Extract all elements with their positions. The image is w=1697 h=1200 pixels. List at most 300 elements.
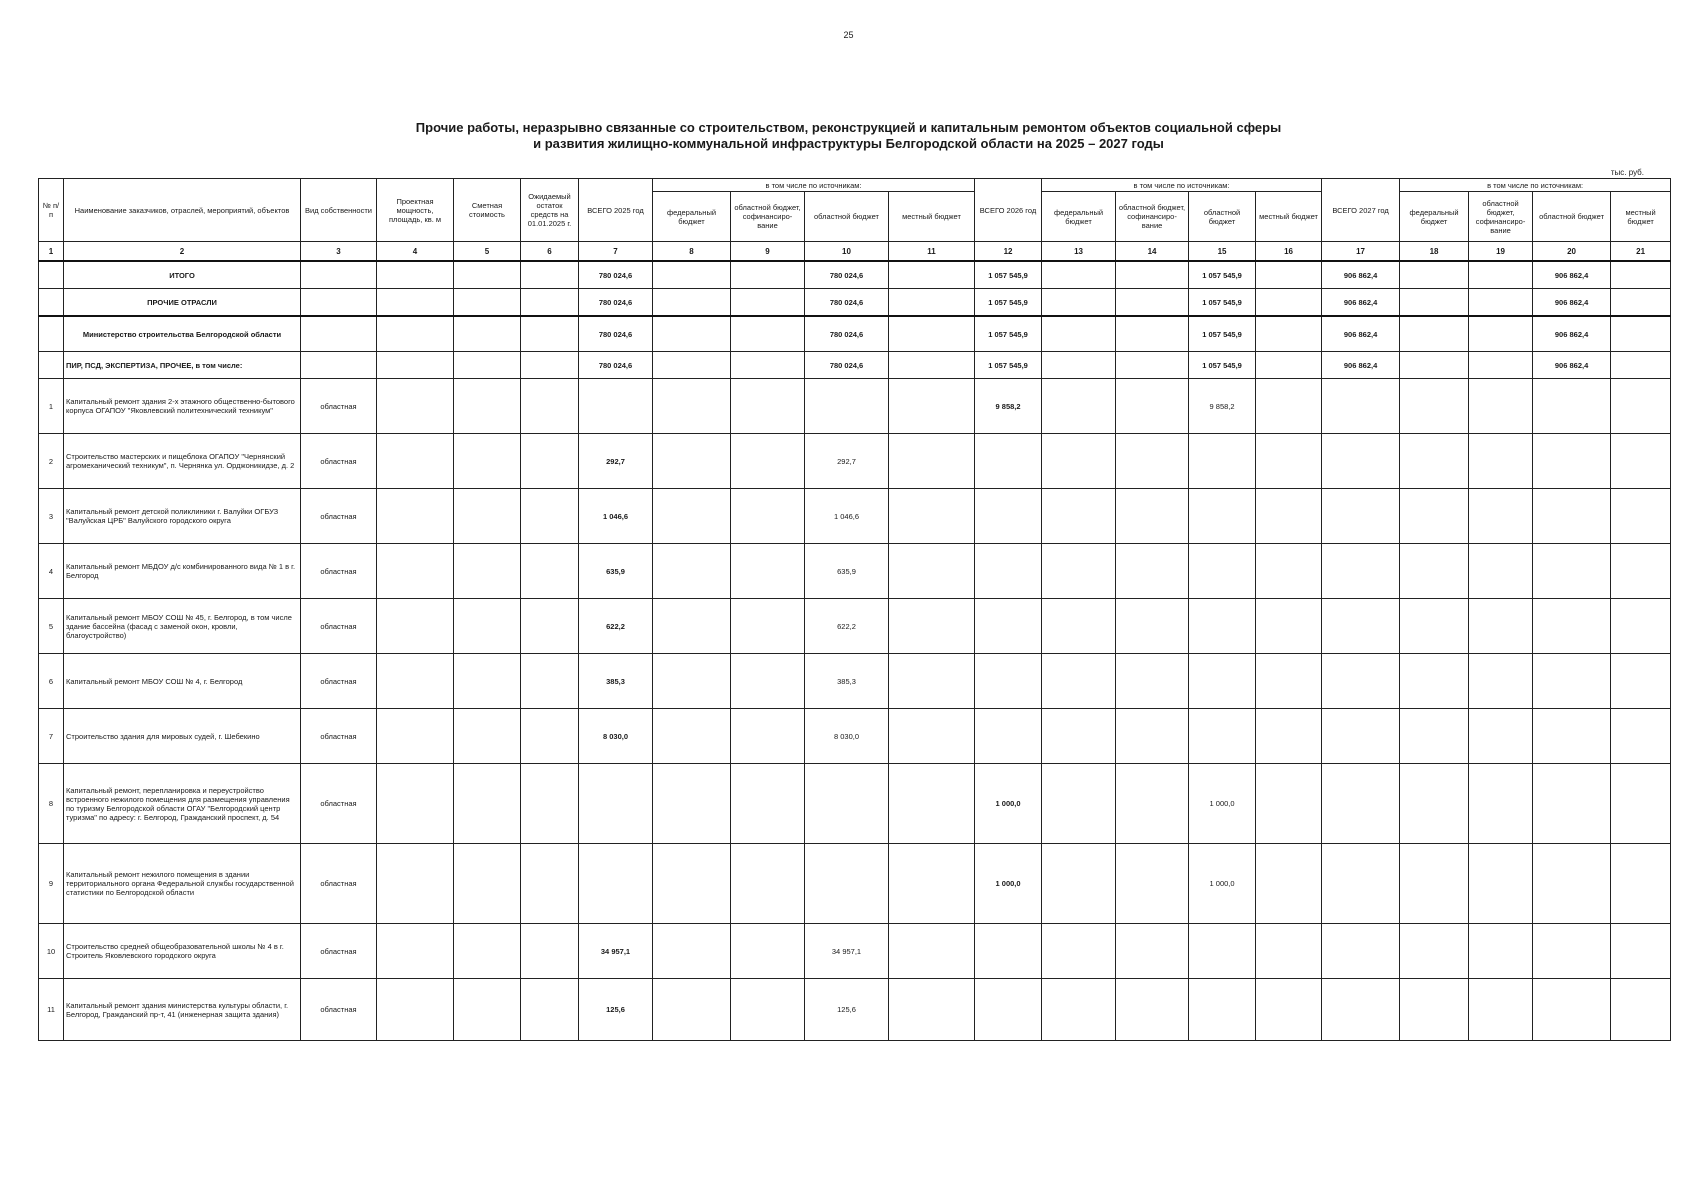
regional-2025: 622,2 (805, 599, 889, 654)
row-number: 11 (39, 979, 64, 1041)
regional-2026 (1189, 544, 1256, 599)
summary-regional-2025: 780 024,6 (805, 316, 889, 352)
summary-local-2026 (1256, 261, 1322, 289)
empty-cell-2027 (1322, 544, 1400, 599)
cofin-2025 (731, 434, 805, 489)
cofin-2026 (1116, 654, 1189, 709)
summary-federal-2026 (1042, 261, 1116, 289)
summary-federal-2027 (1400, 352, 1469, 379)
empty-cell (377, 764, 454, 844)
empty-cell-2027 (1469, 544, 1533, 599)
total-2026 (975, 924, 1042, 979)
header-local-2027: местный бюджет (1611, 192, 1671, 242)
empty-cell-2027 (1322, 844, 1400, 924)
empty-cell (454, 289, 521, 317)
federal-2025 (653, 544, 731, 599)
cofin-2026 (1116, 844, 1189, 924)
empty-cell (301, 261, 377, 289)
column-number-row (39, 242, 1671, 262)
table-row (39, 979, 1671, 1041)
empty-cell-2027 (1533, 599, 1611, 654)
empty-cell-2027 (1469, 489, 1533, 544)
empty-cell-2027 (1400, 924, 1469, 979)
empty-cell-2027 (1469, 764, 1533, 844)
empty-cell (521, 261, 579, 289)
row-number: 7 (39, 709, 64, 764)
empty-cell-2027 (1611, 489, 1671, 544)
units-label: тыс. руб. (1610, 168, 1644, 177)
empty-cell (377, 379, 454, 434)
cofin-2025 (731, 489, 805, 544)
empty-cell-2027 (1400, 844, 1469, 924)
empty-cell (377, 544, 454, 599)
summary-total-2027: 906 862,4 (1322, 316, 1400, 352)
federal-2025 (653, 489, 731, 544)
cofin-2026 (1116, 489, 1189, 544)
empty-cell (521, 489, 579, 544)
summary-local-2026 (1256, 289, 1322, 317)
summary-row (39, 289, 1671, 317)
empty-cell-2027 (1533, 489, 1611, 544)
federal-2025 (653, 709, 731, 764)
total-2025 (579, 844, 653, 924)
ownership-type: областная (301, 379, 377, 434)
regional-2025 (805, 764, 889, 844)
table-row (39, 654, 1671, 709)
regional-2026: 1 000,0 (1189, 764, 1256, 844)
object-name: Капитальный ремонт МБДОУ д/с комбинированного вида № 1 в г. Белгород (64, 544, 301, 599)
header-cofin-2025: областной бюджет, софинансиро- вание (731, 192, 805, 242)
empty-cell-2027 (1611, 434, 1671, 489)
header-regional-2026: областной бюджет (1189, 192, 1256, 242)
empty-cell (454, 924, 521, 979)
cofin-2025 (731, 709, 805, 764)
empty-cell-2027 (1400, 544, 1469, 599)
empty-cell-2027 (1611, 709, 1671, 764)
summary-cofin-2026 (1116, 352, 1189, 379)
summary-total-2026: 1 057 545,9 (975, 352, 1042, 379)
federal-2026 (1042, 924, 1116, 979)
local-2025 (889, 924, 975, 979)
page-number: 25 (843, 30, 854, 40)
cofin-2025 (731, 379, 805, 434)
cofin-2025 (731, 599, 805, 654)
federal-2025 (653, 979, 731, 1041)
object-name: Строительство здания для мировых судей, г. Шебекино (64, 709, 301, 764)
regional-2025: 125,6 (805, 979, 889, 1041)
empty-cell-2027 (1611, 979, 1671, 1041)
summary-row (39, 261, 1671, 289)
empty-cell (521, 709, 579, 764)
empty-cell (377, 599, 454, 654)
summary-regional-2026: 1 057 545,9 (1189, 289, 1256, 317)
summary-regional-2027: 906 862,4 (1533, 261, 1611, 289)
table-row (39, 544, 1671, 599)
empty-cell-2027 (1611, 924, 1671, 979)
empty-cell (377, 924, 454, 979)
summary-total-2026: 1 057 545,9 (975, 261, 1042, 289)
table-row (39, 764, 1671, 844)
summary-total-2027: 906 862,4 (1322, 289, 1400, 317)
total-2026 (975, 709, 1042, 764)
empty-cell (454, 979, 521, 1041)
summary-regional-2025: 780 024,6 (805, 261, 889, 289)
regional-2026 (1189, 599, 1256, 654)
summary-regional-2027: 906 862,4 (1533, 316, 1611, 352)
ownership-type: областная (301, 654, 377, 709)
document-title (0, 120, 1697, 152)
summary-local-2025 (889, 289, 975, 317)
local-2026 (1256, 489, 1322, 544)
header-regional-2025: областной бюджет (805, 192, 889, 242)
summary-regional-2026: 1 057 545,9 (1189, 316, 1256, 352)
summary-cofin-2026 (1116, 289, 1189, 317)
object-name: Капитальный ремонт детской поликлиники г. Валуйки ОГБУЗ "Валуйская ЦРБ" Валуйского городского округа (64, 489, 301, 544)
object-name: Капитальный ремонт МБОУ СОШ № 45, г. Белгород, в том числе здание бассейна (фасад с заменой окон, кровли, благоустройство) (64, 599, 301, 654)
regional-2025: 34 957,1 (805, 924, 889, 979)
row-number: 1 (39, 379, 64, 434)
empty-cell-2027 (1400, 979, 1469, 1041)
col-number: 10 (805, 242, 889, 262)
cofin-2026 (1116, 709, 1189, 764)
empty-cell (377, 434, 454, 489)
table-row (39, 844, 1671, 924)
summary-cofin-2027 (1469, 289, 1533, 317)
summary-local-2027 (1611, 261, 1671, 289)
summary-federal-2027 (1400, 261, 1469, 289)
empty-cell (454, 654, 521, 709)
total-2025: 622,2 (579, 599, 653, 654)
empty-cell-2027 (1400, 489, 1469, 544)
total-2025: 8 030,0 (579, 709, 653, 764)
empty-cell (521, 924, 579, 979)
summary-local-2025 (889, 316, 975, 352)
col-number: 4 (377, 242, 454, 262)
cofin-2025 (731, 654, 805, 709)
total-2025: 1 046,6 (579, 489, 653, 544)
empty-cell (454, 434, 521, 489)
ownership-type: областная (301, 599, 377, 654)
regional-2026 (1189, 434, 1256, 489)
regional-2026: 1 000,0 (1189, 844, 1256, 924)
empty-cell (377, 352, 454, 379)
regional-2026 (1189, 709, 1256, 764)
local-2025 (889, 709, 975, 764)
local-2025 (889, 489, 975, 544)
total-2026 (975, 434, 1042, 489)
ownership-type: областная (301, 709, 377, 764)
summary-total-2025: 780 024,6 (579, 289, 653, 317)
col-number: 16 (1256, 242, 1322, 262)
header-row-1 (39, 179, 1671, 192)
summary-federal-2025 (653, 289, 731, 317)
summary-federal-2027 (1400, 289, 1469, 317)
summary-federal-2026 (1042, 352, 1116, 379)
cofin-2026 (1116, 764, 1189, 844)
summary-name: Министерство строительства Белгородской области (64, 316, 301, 352)
header-capacity: Проектная мощность, площадь, кв. м (377, 179, 454, 242)
table-row (39, 924, 1671, 979)
federal-2025 (653, 599, 731, 654)
empty-cell-2027 (1322, 654, 1400, 709)
empty-cell (454, 379, 521, 434)
total-2026 (975, 599, 1042, 654)
header-total-2025: ВСЕГО 2025 год (579, 179, 653, 242)
header-local-2025: местный бюджет (889, 192, 975, 242)
total-2026 (975, 489, 1042, 544)
summary-federal-2025 (653, 316, 731, 352)
total-2025: 635,9 (579, 544, 653, 599)
col-number: 2 (64, 242, 301, 262)
table-row (39, 379, 1671, 434)
empty-cell (521, 654, 579, 709)
cofin-2025 (731, 544, 805, 599)
row-number: 8 (39, 764, 64, 844)
total-2025: 385,3 (579, 654, 653, 709)
col-number: 11 (889, 242, 975, 262)
empty-cell (377, 654, 454, 709)
federal-2026 (1042, 979, 1116, 1041)
col-number: 14 (1116, 242, 1189, 262)
ownership-type: областная (301, 844, 377, 924)
regional-2025 (805, 844, 889, 924)
empty-cell-2027 (1322, 924, 1400, 979)
empty-cell (454, 764, 521, 844)
col-number: 12 (975, 242, 1042, 262)
summary-total-2025: 780 024,6 (579, 261, 653, 289)
object-name: Строительство мастерских и пищеблока ОГАПОУ "Чернянский агромеханический техникум", п. Чернянка ул. Орджоникидзе, д. 2 (64, 434, 301, 489)
empty-cell-2027 (1400, 379, 1469, 434)
budget-table (38, 178, 1671, 1041)
regional-2026 (1189, 489, 1256, 544)
object-name: Строительство средней общеобразовательной школы № 4 в г. Строитель Яковлевского городского округа (64, 924, 301, 979)
col-number: 8 (653, 242, 731, 262)
object-name: Капитальный ремонт МБОУ СОШ № 4, г. Белгород (64, 654, 301, 709)
empty-cell-2027 (1611, 764, 1671, 844)
summary-no (39, 316, 64, 352)
empty-cell-2027 (1400, 654, 1469, 709)
summary-local-2026 (1256, 352, 1322, 379)
empty-cell (521, 379, 579, 434)
empty-cell-2027 (1533, 379, 1611, 434)
summary-regional-2027: 906 862,4 (1533, 289, 1611, 317)
federal-2026 (1042, 544, 1116, 599)
col-number: 1 (39, 242, 64, 262)
summary-no (39, 289, 64, 317)
cofin-2026 (1116, 544, 1189, 599)
header-federal-2025: федеральный бюджет (653, 192, 731, 242)
empty-cell-2027 (1322, 434, 1400, 489)
federal-2025 (653, 844, 731, 924)
local-2026 (1256, 379, 1322, 434)
empty-cell-2027 (1322, 764, 1400, 844)
local-2025 (889, 979, 975, 1041)
total-2025 (579, 764, 653, 844)
empty-cell-2027 (1533, 844, 1611, 924)
summary-local-2027 (1611, 352, 1671, 379)
federal-2025 (653, 379, 731, 434)
header-sources-2025: в том числе по источникам: (653, 179, 975, 192)
empty-cell (521, 979, 579, 1041)
federal-2026 (1042, 434, 1116, 489)
summary-cofin-2025 (731, 352, 805, 379)
empty-cell (377, 261, 454, 289)
total-2026: 1 000,0 (975, 764, 1042, 844)
empty-cell (377, 979, 454, 1041)
cofin-2026 (1116, 979, 1189, 1041)
empty-cell (301, 289, 377, 317)
header-ownership: Вид собственности (301, 179, 377, 242)
col-number: 19 (1469, 242, 1533, 262)
local-2025 (889, 379, 975, 434)
total-2026 (975, 979, 1042, 1041)
header-federal-2026: федеральный бюджет (1042, 192, 1116, 242)
empty-cell (521, 844, 579, 924)
summary-row (39, 316, 1671, 352)
empty-cell (521, 544, 579, 599)
ownership-type: областная (301, 979, 377, 1041)
summary-total-2026: 1 057 545,9 (975, 289, 1042, 317)
federal-2026 (1042, 489, 1116, 544)
table-row (39, 709, 1671, 764)
col-number: 3 (301, 242, 377, 262)
summary-cofin-2026 (1116, 261, 1189, 289)
empty-cell-2027 (1533, 709, 1611, 764)
row-number: 9 (39, 844, 64, 924)
total-2025: 34 957,1 (579, 924, 653, 979)
empty-cell-2027 (1469, 924, 1533, 979)
regional-2025: 1 046,6 (805, 489, 889, 544)
header-no: № п/п (39, 179, 64, 242)
ownership-type: областная (301, 434, 377, 489)
empty-cell-2027 (1322, 379, 1400, 434)
federal-2026 (1042, 379, 1116, 434)
header-cofin-2026: областной бюджет, софинансиро- вание (1116, 192, 1189, 242)
empty-cell-2027 (1400, 434, 1469, 489)
local-2026 (1256, 979, 1322, 1041)
summary-total-2026: 1 057 545,9 (975, 316, 1042, 352)
local-2026 (1256, 924, 1322, 979)
empty-cell-2027 (1469, 844, 1533, 924)
empty-cell (377, 709, 454, 764)
table-row (39, 489, 1671, 544)
local-2026 (1256, 434, 1322, 489)
regional-2025: 8 030,0 (805, 709, 889, 764)
empty-cell (521, 764, 579, 844)
local-2025 (889, 599, 975, 654)
empty-cell-2027 (1469, 599, 1533, 654)
header-sources-2026: в том числе по источникам: (1042, 179, 1322, 192)
summary-cofin-2025 (731, 316, 805, 352)
federal-2025 (653, 434, 731, 489)
col-number: 6 (521, 242, 579, 262)
regional-2025: 385,3 (805, 654, 889, 709)
summary-total-2025: 780 024,6 (579, 316, 653, 352)
federal-2026 (1042, 709, 1116, 764)
empty-cell (454, 544, 521, 599)
empty-cell-2027 (1611, 379, 1671, 434)
summary-federal-2025 (653, 352, 731, 379)
empty-cell-2027 (1611, 544, 1671, 599)
row-number: 5 (39, 599, 64, 654)
summary-regional-2026: 1 057 545,9 (1189, 352, 1256, 379)
summary-total-2027: 906 862,4 (1322, 261, 1400, 289)
summary-local-2027 (1611, 316, 1671, 352)
local-2025 (889, 764, 975, 844)
summary-federal-2027 (1400, 316, 1469, 352)
empty-cell-2027 (1469, 979, 1533, 1041)
empty-cell (521, 316, 579, 352)
row-number: 3 (39, 489, 64, 544)
summary-regional-2025: 780 024,6 (805, 289, 889, 317)
regional-2026 (1189, 979, 1256, 1041)
empty-cell (521, 352, 579, 379)
header-name: Наименование заказчиков, отраслей, мероприятий, объектов (64, 179, 301, 242)
empty-cell-2027 (1533, 654, 1611, 709)
row-number: 2 (39, 434, 64, 489)
regional-2026: 9 858,2 (1189, 379, 1256, 434)
federal-2026 (1042, 844, 1116, 924)
header-total-2027: ВСЕГО 2027 год (1322, 179, 1400, 242)
summary-total-2025: 780 024,6 (579, 352, 653, 379)
summary-cofin-2026 (1116, 316, 1189, 352)
empty-cell-2027 (1400, 764, 1469, 844)
cofin-2025 (731, 924, 805, 979)
empty-cell (454, 709, 521, 764)
cofin-2025 (731, 844, 805, 924)
row-number: 4 (39, 544, 64, 599)
summary-cofin-2027 (1469, 316, 1533, 352)
header-remainder: Ожидаемый остаток средств на 01.01.2025 г. (521, 179, 579, 242)
empty-cell-2027 (1611, 599, 1671, 654)
empty-cell-2027 (1611, 844, 1671, 924)
empty-cell-2027 (1533, 544, 1611, 599)
col-number: 21 (1611, 242, 1671, 262)
empty-cell (454, 261, 521, 289)
summary-local-2026 (1256, 316, 1322, 352)
empty-cell-2027 (1469, 434, 1533, 489)
local-2026 (1256, 844, 1322, 924)
empty-cell-2027 (1611, 654, 1671, 709)
regional-2026 (1189, 654, 1256, 709)
federal-2025 (653, 654, 731, 709)
empty-cell (454, 489, 521, 544)
empty-cell-2027 (1322, 979, 1400, 1041)
header-regional-2027: областной бюджет (1533, 192, 1611, 242)
federal-2025 (653, 924, 731, 979)
empty-cell-2027 (1533, 434, 1611, 489)
empty-cell-2027 (1469, 654, 1533, 709)
object-name: Капитальный ремонт нежилого помещения в здании территориального органа Федеральной службы государственной статистики по Белгородской области (64, 844, 301, 924)
summary-local-2025 (889, 352, 975, 379)
local-2026 (1256, 544, 1322, 599)
ownership-type: областная (301, 544, 377, 599)
ownership-type: областная (301, 924, 377, 979)
summary-total-2027: 906 862,4 (1322, 352, 1400, 379)
total-2026 (975, 544, 1042, 599)
cofin-2026 (1116, 924, 1189, 979)
total-2025: 125,6 (579, 979, 653, 1041)
summary-regional-2025: 780 024,6 (805, 352, 889, 379)
title-line-2: и развития жилищно-коммунальной инфраструктуры Белгородской области на 2025 – 2027 годы (533, 136, 1164, 151)
cofin-2026 (1116, 379, 1189, 434)
total-2025 (579, 379, 653, 434)
federal-2026 (1042, 599, 1116, 654)
col-number: 5 (454, 242, 521, 262)
empty-cell (454, 352, 521, 379)
empty-cell (377, 289, 454, 317)
summary-cofin-2027 (1469, 261, 1533, 289)
